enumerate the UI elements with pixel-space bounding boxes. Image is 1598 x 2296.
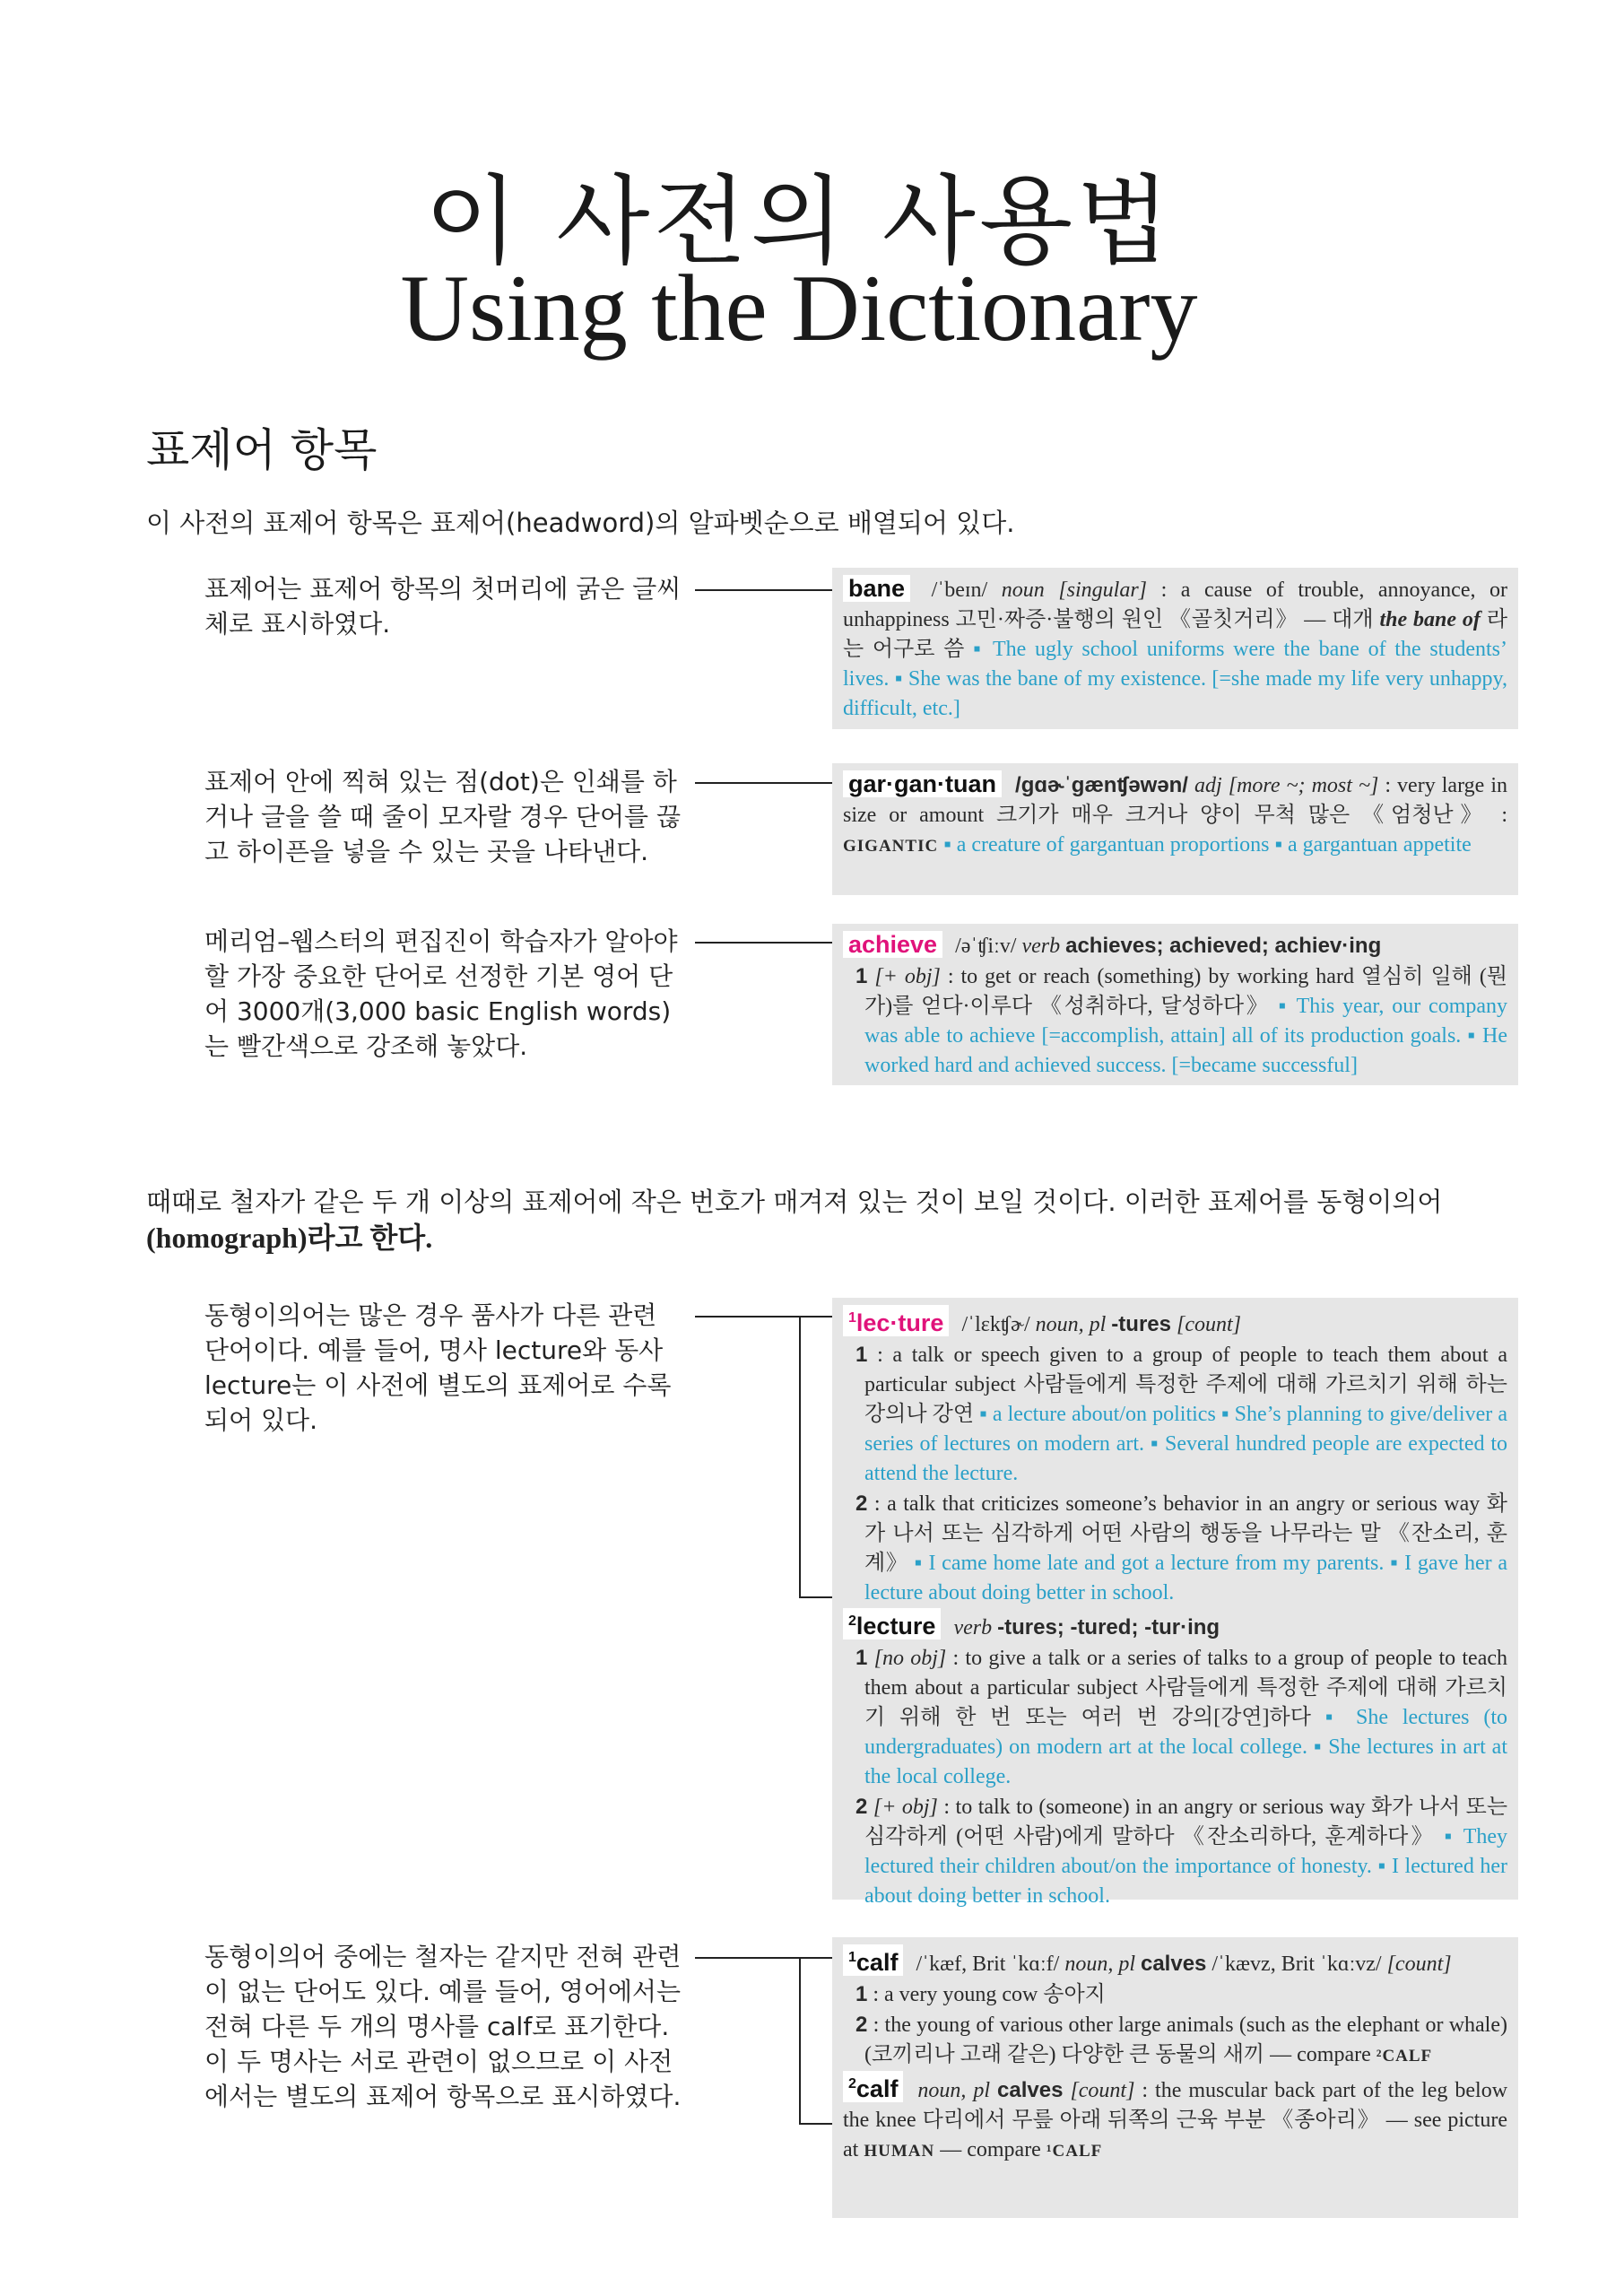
see-ref: HUMAN [864,2142,935,2161]
example: ▪ He worked hard and achieved success. [=became successful] [864,1024,1508,1077]
see-picture: see picture at [843,2109,1507,2161]
connector-line [799,1957,832,1959]
headword-lecture-noun: $^1$lec·ture [843,1305,949,1336]
grammar-label: [count] [1386,1952,1452,1976]
phrase: the bane of [1379,608,1481,631]
connector-line [799,1596,832,1598]
note-red-words: 메리엄–웹스터의 편집진이 학습자가 알아야 할 가장 중요한 단어로 선정한 기본 영어 단어 3000개(3,000 basic English words)는 빨간색으로 강조해 놓았다. [204,926,678,1061]
intro-homograph-line1: 때때로 철자가 같은 두 개 이상의 표제어에 작은 번호가 매겨져 있는 것이 보일 것이다. 이러한 표제어를 동형이의어 [146,1187,1443,1217]
section-heading: 표제어 항목 [146,424,378,476]
grammar-label: [singular] [1058,578,1148,602]
part-of-speech: verb [1021,935,1061,958]
compare-ref: ²CALF [1376,2047,1433,2066]
sense-number: 1 [855,964,868,988]
sense-number: 2 [855,2013,868,2037]
definition: : a talk or speech given to a group of people to teach them about a particular subject 사람들에게 특정한 주제에 대해 가르치기 위해 하는 강의나 강연 [864,1344,1507,1426]
part-of-speech: noun, pl [1035,1313,1107,1336]
forms: [more ~; most ~] [1228,774,1379,797]
definition: : very large in size or amount 크기가 매우 크거나 양이 무척 많은 《엄청난》 : [843,774,1507,827]
note-dots: 표제어 안에 찍혀 있는 점(dot)은 인쇄를 하거나 글을 쓸 때 줄이 모자랄 경우 단어를 끊고 하이픈을 넣을 수 있는 곳을 나타낸다. [204,767,682,866]
compare: — compare [940,2138,1041,2161]
headword-achieve: achieve [843,931,942,958]
definition: : a cause of trouble, annoyance, or unhappiness 고민·짜증·불행의 원인 《골칫거리》 — 대개 [843,578,1508,631]
part-of-speech: verb [953,1616,993,1639]
connector-line [695,782,832,784]
page-title-korean: 이 사전의 사용법 [424,166,1174,278]
compare: — compare [1270,2043,1371,2066]
forms: -tures; -tured; -tur·ing [997,1615,1220,1639]
sense-number: 2 [855,1492,868,1516]
connector-line [695,942,832,944]
pronunciation: /ˈbeɪn/ [931,578,988,602]
example: ▪ a creature of gargantuan proportions [943,833,1270,857]
forms: achieves; achieved; achiev·ing [1065,934,1382,958]
entry-calf [832,1937,1518,2218]
connector-line [799,1316,832,1318]
connector-bracket [799,1316,801,1598]
definition: : the muscular back part of the leg below the knee 다리에서 무릎 아래 뒤쪽의 근육 부분 《종아리》 — [843,2079,1508,2132]
definition: : to give a talk or a series of talks to a group of people to teach them about a particular subject 사람들에게 특정한 주제에 대해 가르치기 위해 한 번 또는 여러 번 강의[강연]하다 [864,1647,1508,1729]
part-of-speech: noun, pl [917,2079,991,2102]
page-title-english: Using the Dictionary [400,256,1198,361]
definition: : to talk to (someone) in an angry or serious way 화가 나서 또는 심각하게 (어떤 사람)에게 말하다 《잔소리하다, 훈계하다》 [864,1796,1508,1848]
definition-tail: 라는 어구로 씀 [843,608,1508,661]
connector-line [695,1957,801,1959]
sense-number: 2 [855,1795,868,1819]
connector-line [695,589,832,591]
entry-achieve [832,924,1518,1085]
sense-number: 1 [855,1982,868,2006]
definition: : a talk that criticizes someone’s behavior in an angry or serious way 화가 나서 또는 심각하게 어떤 사람의 행동을 나무라는 말 《잔소리, 훈계》 [864,1492,1507,1575]
grammar-label: [+ obj] [874,965,941,988]
definition: : to get or reach (something) by working hard 열심히 일해 (뭔가)를 얻다·이루다 《성취하다, 달성하다》 [864,965,1507,1018]
connector-bracket [799,1957,801,2125]
intro-homograph [146,1184,1518,1257]
headword-lecture-verb: $^2$lecture [843,1608,941,1639]
note-homograph-unrelated: 동형이의어 중에는 철자는 같지만 전혀 관련이 없는 단어도 있다. 예를 들어, 영어에서는 전혀 다른 두 개의 명사를 calf로 표기한다. 이 두 명사는 서로 관련이 없으므로 이 사전에서는 별도의 표제어 항목으로 표시하였다. [204,1942,682,2111]
definition: : a very young cow 송아지 [873,1983,1106,2006]
compare-ref: ¹CALF [1046,2142,1103,2161]
pronunciation: /əˈʧiːv/ [955,935,1017,958]
headword-gargantuan: gar·gan·tuan [843,770,1002,797]
plural: calves [997,2078,1064,2102]
grammar-label: [+ obj] [873,1796,938,1819]
example: ▪ She was the bane of my existence. [=she made my life very unhappy, difficult, etc.] [843,667,1507,720]
plural-pronunciation: /ˈkævz, Brit ˈkɑːvz/ [1212,1952,1382,1976]
sense-number: 1 [855,1646,868,1670]
connector-line [695,1316,801,1318]
sense-number: 1 [855,1343,868,1367]
entry-gargantuan [832,763,1518,895]
grammar-label: [count] [1070,2079,1135,2102]
example: ▪ They lectured their children about/on the importance of honesty. ▪ I lectured her about doing better in school. [864,1825,1508,1908]
pronunciation: /ˈkæf, Brit ˈkɑːf/ [916,1952,1060,1976]
part-of-speech: adj [1194,774,1222,797]
example: ▪ I came home late and got a lecture from my parents. ▪ I gave her a lecture about doing better in school. [864,1552,1507,1605]
plural: calves [1140,1952,1207,1976]
pronunciation: /ˈlɛkʧɚ/ [961,1313,1030,1336]
intro-homograph-line2: (homograph)라고 한다. [146,1222,433,1254]
definition: : the young of various other large animals (such as the elephant or whale) (코끼리나 고래 같은) 다양한 큰 동물의 새끼 [864,2013,1507,2066]
note-homograph-pos: 동형이의어는 많은 경우 품사가 다른 관련 단어이다. 예를 들어, 명사 lecture와 동사 lecture는 이 사전에 별도의 표제어로 수록되어 있다. [204,1300,672,1435]
example: ▪ This year, our company was able to achieve [=accomplish, attain] all of its production goals. [864,995,1508,1048]
note-bold-headword: 표제어는 표제어 항목의 첫머리에 굵은 글씨체로 표시하였다. [204,574,682,639]
entry-lecture [832,1298,1518,1908]
entry-bane [832,568,1518,729]
forms: -tures [1111,1312,1171,1336]
example: ▪ a lecture about/on politics ▪ She’s planning to give/deliver a series of lectures on modern art. ▪ Several hundred people are expected to attend the lecture. [864,1403,1507,1485]
example: ▪ She lectures (to undergraduates) on modern art at the local college. ▪ She lectures in art at the local college. [864,1706,1507,1788]
headword-calf-1: $^1$calf [843,1944,903,1976]
part-of-speech: noun [1001,578,1045,602]
headword-calf-2: $^2$calf [843,2071,903,2102]
headword-bane: bane [843,575,910,602]
connector-line [799,2123,832,2125]
pronunciation: /gɑɚˈgænʧəwən/ [1015,773,1188,797]
grammar-label: [count] [1176,1313,1241,1336]
grammar-label: [no obj] [873,1647,947,1670]
example: ▪ The ugly school uniforms were the bane of the students’ lives. [843,638,1507,691]
synonym: GIGANTIC [843,837,939,856]
intro-headword: 이 사전의 표제어 항목은 표제어(headword)의 알파벳순으로 배열되어 있다. [146,508,1015,538]
example: ▪ a gargantuan appetite [1274,833,1472,857]
part-of-speech: noun, pl [1064,1952,1135,1976]
